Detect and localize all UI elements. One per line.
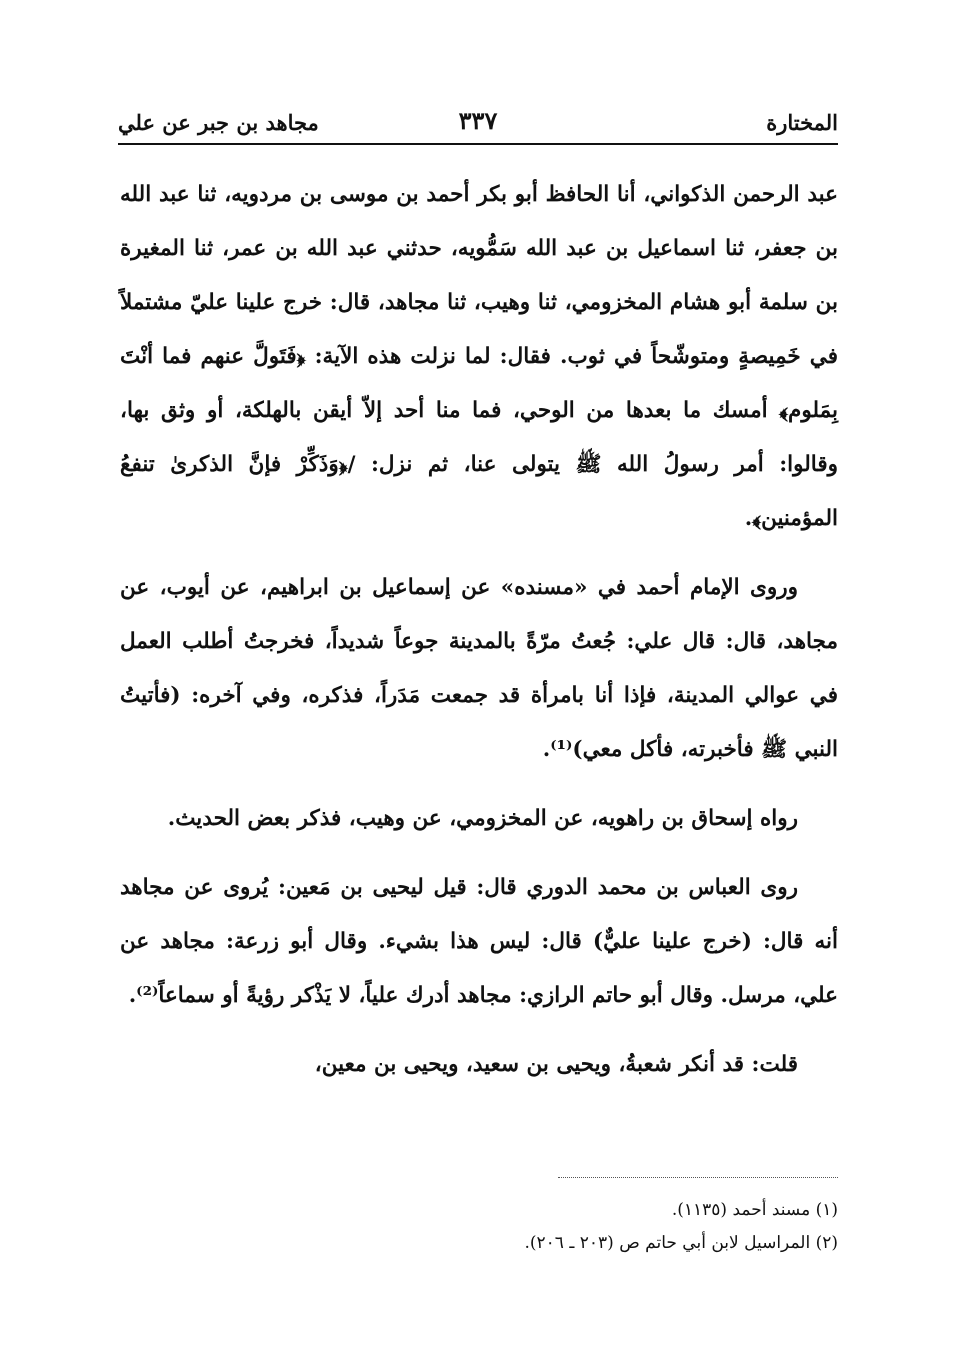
footnote: (٢) المراسيل لابن أبي حاتم ص (٢٠٣ ـ ٢٠٦). [524,1233,838,1253]
footnotes [120,1194,838,1260]
paragraph: روى العباس بن محمد الدوري قال: قيل ليحيى بن مَعين: يُروى عن مجاهد أنه قال: (خرج علينا عليٌّ) قال: ليس هذا بشيء. وقال أبو زرعة: مجاهد عن علي، مرسل. وقال أبو حاتم الرازي: مجاهد أدرك علياً، لا يَذْكر رؤيةً أو سماعاً⁽²⁾. [120,875,838,1008]
paragraph: عبد الرحمن الذكواني، أنا الحافظ أبو بكر أحمد بن موسى بن مردويه، ثنا عبد الله بن جعفر، ثنا اسماعيل بن عبد الله سَمُّويه، حدثني عبد الله بن عمر، ثنا المغيرة بن سلمة أبو هشام المخزومي، ثنا وهيب، ثنا مجاهد، قال: خرج علينا عليّ مشتملاً في خَمِيصةٍ ومتوشّحاً في ثوب. فقال: لما نزلت هذه الآية: ﴿فَتَولَّ عنهم فما أنْتَ بِمَلوم﴾ أمسك ما بعدها من الوحي، فما منا أحد إلاّ أيقن بالهلكة، أو وثق بها، وقالوا: أمر رسولُ الله ﷺ يتولى عنا، ثم نزل: /﴿وَذَكِّرْ فإنَّ الذكرىٰ تنفعُ المؤمنين﴾. [120,182,838,531]
main-text [120,168,838,1092]
paragraph: وروى الإمام أحمد في «مسنده» عن إسماعيل بن ابراهيم، عن أيوب، عن مجاهد، قال: قال علي: جُعتُ مرّةً بالمدينة جوعاً شديداً، فخرجتُ أطلب العمل في عوالي المدينة، فإذا أنا بامرأة قد جمعت مَدَراً، فذكره، وفي آخره: (فأتيتُ النبي ﷺ فأخبرته، فأكل معي)⁽¹⁾. [120,575,838,762]
running-header [118,104,838,144]
paragraph: قلت: قد أنكر شعبةُ، ويحيى بن سعيد، ويحيى بن معين، [314,1052,798,1077]
header-rule [118,143,838,145]
paragraph: رواه إسحاق بن راهويه، عن المخزومي، عن وهيب، فذكر بعض الحديث. [167,806,798,831]
footnote: (١) مسند أحمد (١١٣٥). [671,1200,838,1220]
header-section-title: مجاهد بن جبر عن علي [118,110,319,135]
header-book-title: المختارة [766,110,838,135]
page-number: ٣٣٧ [458,106,498,135]
footnote-separator [558,1177,838,1178]
